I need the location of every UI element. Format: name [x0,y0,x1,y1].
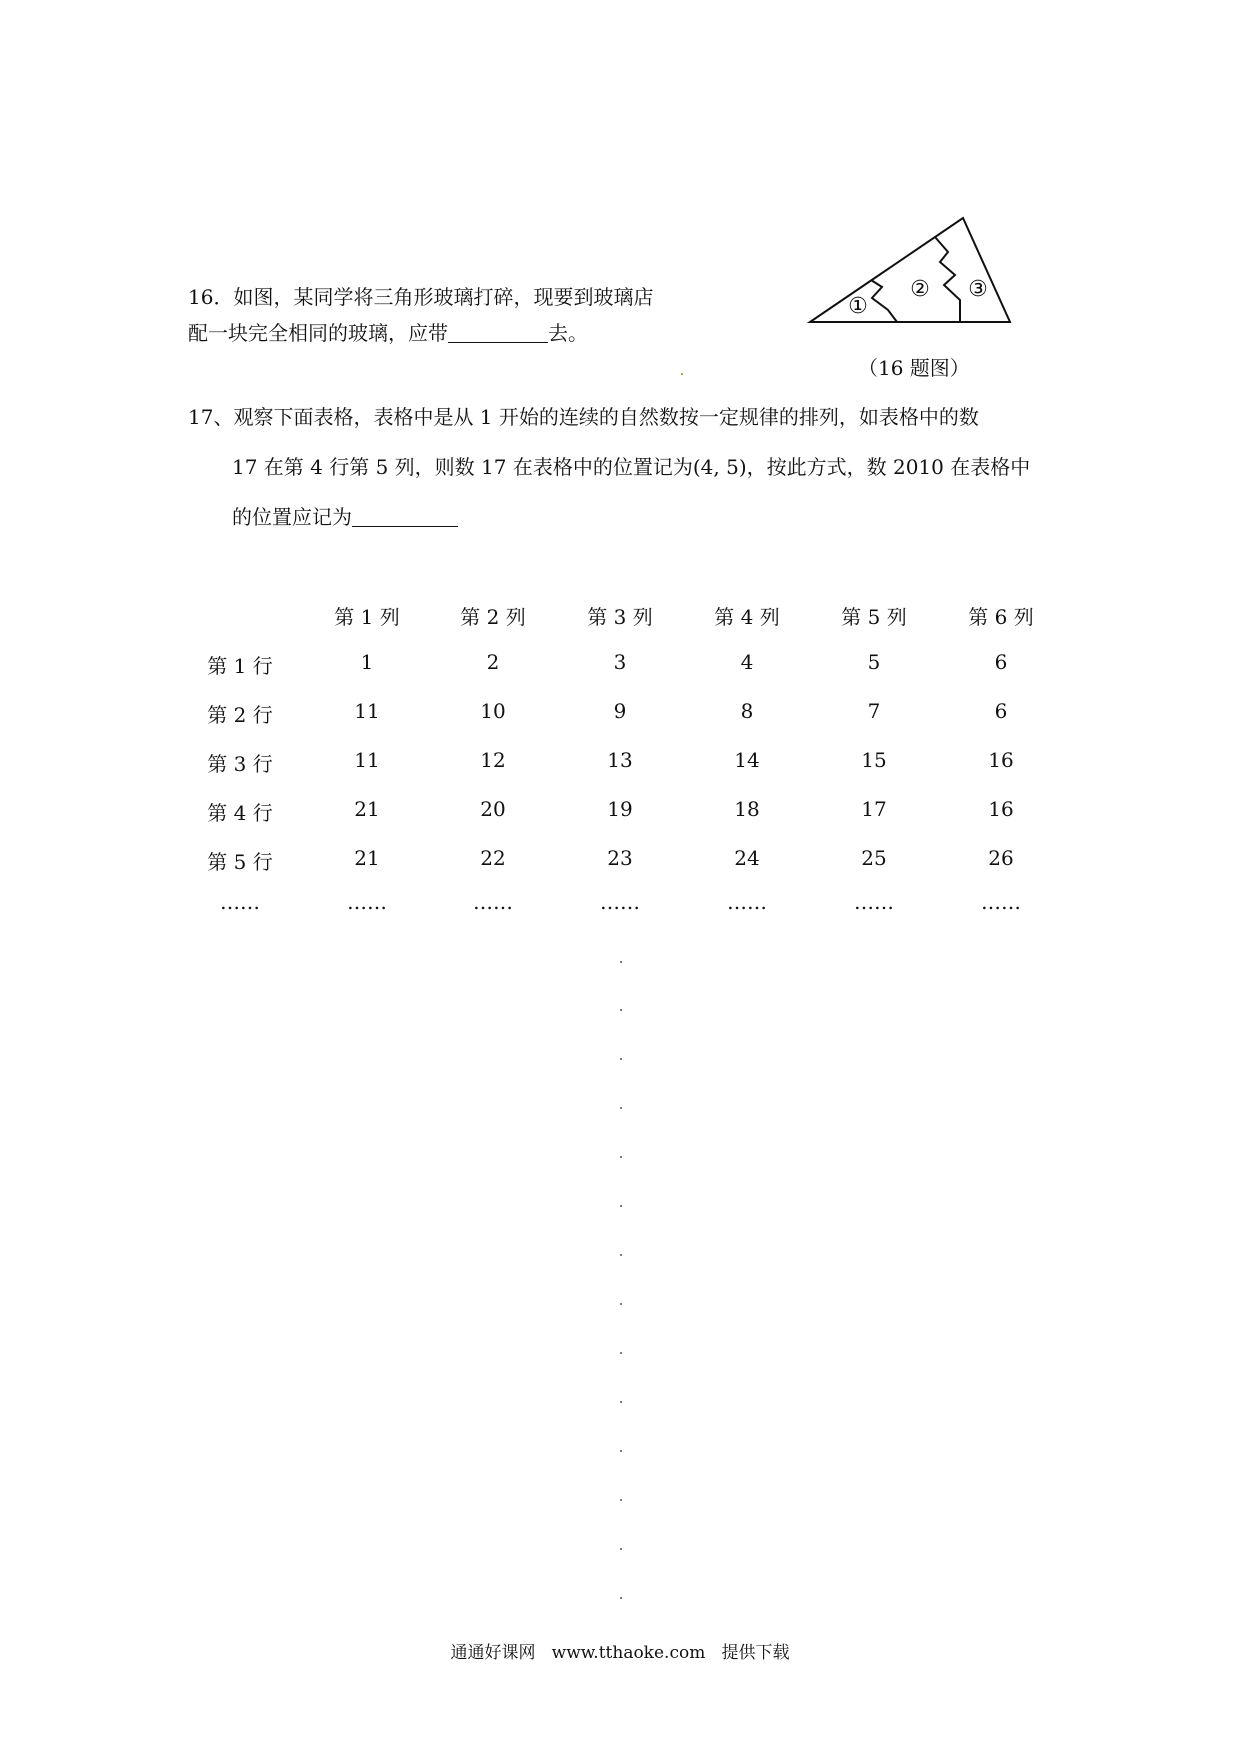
table-cell: 20 [480,797,506,821]
q17-line3 [232,506,458,527]
col-header: 第 2 列 [460,605,526,629]
ellipsis: …… [600,890,640,914]
table-cell: 16 [988,748,1014,772]
table-cell: 6 [994,650,1008,674]
q17-line2: 17 在第 4 行第 5 列，则数 17 在表格中的位置记为(4, 5)，按此方式，数 2010 在表格中 [232,455,1031,479]
table-cell: 16 [988,797,1014,821]
guide-dot [620,961,622,963]
piece-1-label: ① [848,294,868,319]
table-cell: 2 [486,650,500,674]
table-cell: 6 [994,699,1008,723]
ellipsis: …… [727,890,767,914]
piece-2-label: ② [910,277,930,302]
ellipsis: …… [473,890,513,914]
table-cell: 24 [734,846,760,870]
piece-3-label: ③ [968,277,988,302]
table-cell: 18 [734,797,760,821]
guide-dot [620,1254,622,1256]
table-cell: 19 [607,797,633,821]
q16-answer-blank [448,322,548,343]
col-header: 第 4 列 [714,605,780,629]
guide-dot [620,1450,622,1452]
table-cell: 17 [861,797,887,821]
q16-line2 [188,322,588,343]
q16-line1: 16．如图，某同学将三角形玻璃打碎，现要到玻璃店 [188,285,654,309]
table-cell: 4 [740,650,754,674]
guide-dot [620,1205,622,1207]
table-cell: 25 [861,846,887,870]
ellipsis: …… [347,890,387,914]
guide-dot [620,1401,622,1403]
table-cell: 8 [740,699,754,723]
guide-dot [620,1352,622,1354]
guide-dot [620,1548,622,1550]
table-cell: 13 [607,748,633,772]
table-cell: 26 [988,846,1014,870]
guide-dot [620,1156,622,1158]
table-cell: 14 [734,748,760,772]
table-cell: 7 [867,699,881,723]
table-cell: 15 [861,748,887,772]
table-cell: 12 [480,748,506,772]
table-cell: 22 [480,846,506,870]
table-cell: 1 [360,650,374,674]
row-label: 第 4 行 [207,801,273,825]
table-cell: 23 [607,846,633,870]
ellipsis: …… [981,890,1021,914]
table-cell: 21 [354,797,380,821]
table-cell: 9 [613,699,627,723]
q17-line1: 17、观察下面表格，表格中是从 1 开始的连续的自然数按一定规律的排列，如表格中的数 [188,405,979,429]
q16-figure-caption: （16 题图） [858,356,970,380]
table-cell: 5 [867,650,881,674]
q17-answer-blank [352,506,458,527]
col-header: 第 5 列 [841,605,907,629]
col-header: 第 3 列 [587,605,653,629]
row-label: 第 2 行 [207,703,273,727]
guide-dot [620,1009,622,1011]
row-label: 第 1 行 [207,654,273,678]
broken-triangle-figure [800,210,1020,335]
ellipsis: …… [220,890,260,914]
q17-line3-text: 的位置应记为 [232,505,352,529]
row-label: 第 3 行 [207,752,273,776]
q16-line2-pre: 配一块完全相同的玻璃，应带 [188,321,448,345]
q16-line2-post: 去。 [548,321,588,345]
table-cell: 11 [354,748,380,772]
table-cell: 3 [613,650,627,674]
col-header: 第 1 列 [334,605,400,629]
page-footer: 通通好课网 www.tthaoke.com 提供下载 [450,1643,790,1663]
table-cell: 11 [354,699,380,723]
ellipsis: …… [854,890,894,914]
guide-dot [620,1303,622,1305]
guide-dot [620,1058,622,1060]
table-cell: 21 [354,846,380,870]
guide-dot [620,1499,622,1501]
row-label: 第 5 行 [207,850,273,874]
table-cell: 10 [480,699,506,723]
guide-dot [620,1107,622,1109]
guide-dot [620,1597,622,1599]
stray-mark [681,373,683,375]
col-header: 第 6 列 [968,605,1034,629]
